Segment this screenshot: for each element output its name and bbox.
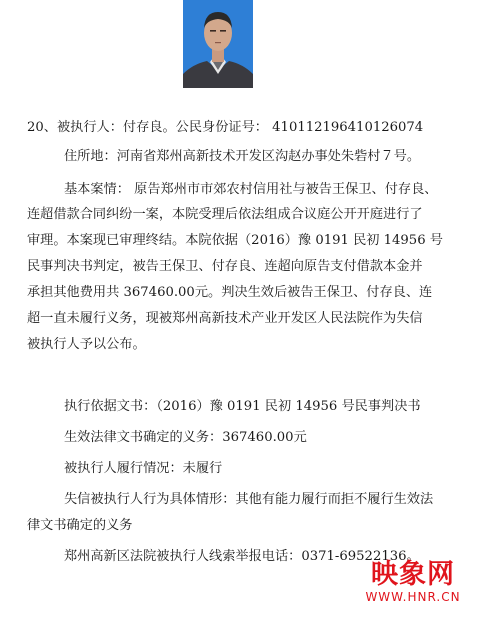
case-line: 审理。本案现已审理终结。本院依据（2016）豫 0191 民初 14956 号 [27,233,443,248]
case-line: 承担其他费用共 367460.00元。判决生效后被告王保卫、付存良、连 [27,285,433,300]
detail-line: 郑州高新区法院被执行人线索举报电话：0371-69522136。 [64,549,420,564]
detail-line: 失信被执行人行为具体情形：其他有能力履行而拒不履行生效法 [64,492,434,507]
case-line: 超一直未履行义务，现被郑州高新技术产业开发区人民法院作为失信 [27,311,423,326]
watermark-brand: 映象网 [371,559,455,590]
person-silhouette-icon [183,0,253,88]
case-line: 连超借款合同纠纷一案，本院受理后依法组成合议庭公开开庭进行了 [27,207,423,222]
detail-line: 律文书确定的义务 [27,518,133,533]
portrait-photo [183,0,253,88]
watermark [358,560,468,604]
address-line: 住所地：河南省郑州高新技术开发区沟赵办事处朱砦村７号。 [64,149,421,164]
detail-line: 生效法律文书确定的义务：367460.00元 [64,430,307,445]
case-line: 被执行人予以公布。 [27,337,146,352]
detail-line: 执行依据文书：（2016）豫 0191 民初 14956 号民事判决书 [64,399,421,414]
case-line: 基本案情： 原告郑州市市郊农村信用社与被告王保卫、付存良、 [64,182,438,197]
entry-heading-line: 20、被执行人：付存良。公民身份证号： 410112196410126074 [27,120,424,135]
case-line: 民事判决书判定，被告王保卫、付存良、连超向原告支付借款本金并 [27,259,423,274]
watermark-url: WWW.HNR.CN [365,590,461,604]
detail-line: 被执行人履行情况：未履行 [64,461,223,476]
